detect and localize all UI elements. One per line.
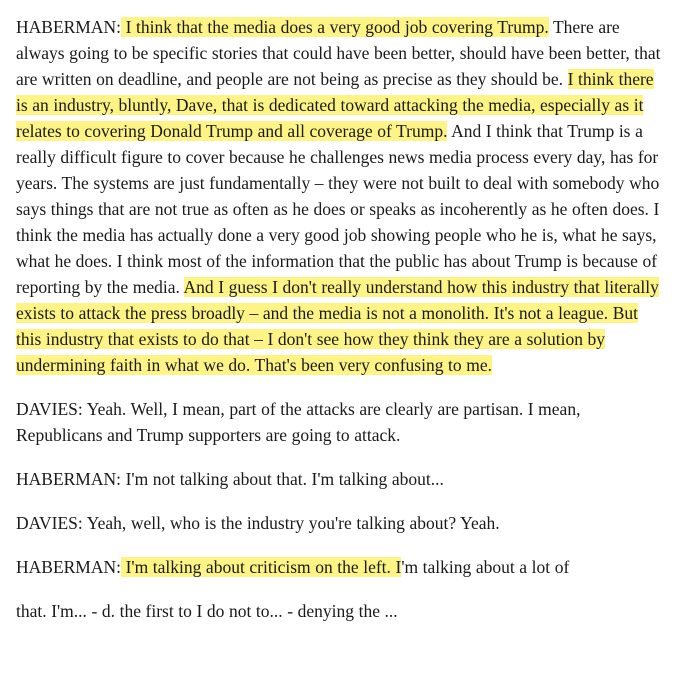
speaker-label: HABERMAN: (16, 557, 122, 577)
transcript-paragraph (16, 466, 664, 492)
highlighted-text: I think that the media does a very good job covering Trump. (121, 17, 549, 37)
body-text: that. I'm... - d. the first to I do not to... - denying the ... (16, 601, 398, 621)
body-text: Yeah, well, who is the industry you're talking about? Yeah. (82, 513, 500, 533)
speaker-label: HABERMAN: (16, 469, 122, 489)
body-text: 'm talking about a lot of (401, 557, 570, 577)
transcript-paragraph (16, 14, 664, 378)
transcript-paragraph (16, 598, 664, 624)
highlighted-text: And I guess I don't really understand how this industry that literally exists to attack the press broadly – and the media is not a monolith. It's not a league. But this industry that exists to do that – I don't see how they think they are a solution by undermining faith in what we do. That's been very confusing to me. (16, 277, 659, 375)
transcript-paragraph (16, 554, 664, 580)
highlighted-text: I'm talking about criticism on the left. I (121, 557, 402, 577)
body-text: There are always going to be specific stories that could have been better, should have been better, that are written on deadline, and people are not being as precise as they should be. (16, 17, 661, 89)
body-text: Yeah. Well, I mean, part of the attacks are clearly are partisan. I mean, Republicans and Trump supporters are going to attack. (16, 399, 581, 445)
speaker-label: HABERMAN: (16, 17, 122, 37)
body-text: I'm not talking about that. I'm talking about... (121, 469, 444, 489)
transcript-paragraph (16, 510, 664, 536)
speaker-label: DAVIES: (16, 513, 83, 533)
body-text: And I think that Trump is a really difficult figure to cover because he challenges news media process every day, has for years. The systems are just fundamentally – they were not built to deal with somebody who says things that are not true as often as he does or speaks as incoherently as he often does. I think the media has actually done a very good job showing people who he is, what he says, what he does. I think most of the information that the public has about Trump is because of reporting by the media. (16, 121, 660, 297)
highlighted-text: I think there is an industry, bluntly, Dave, that is dedicated toward attacking the media, especially as it relates to covering Donald Trump and all coverage of Trump. (16, 69, 654, 141)
transcript-paragraph (16, 396, 664, 448)
speaker-label: DAVIES: (16, 399, 83, 419)
